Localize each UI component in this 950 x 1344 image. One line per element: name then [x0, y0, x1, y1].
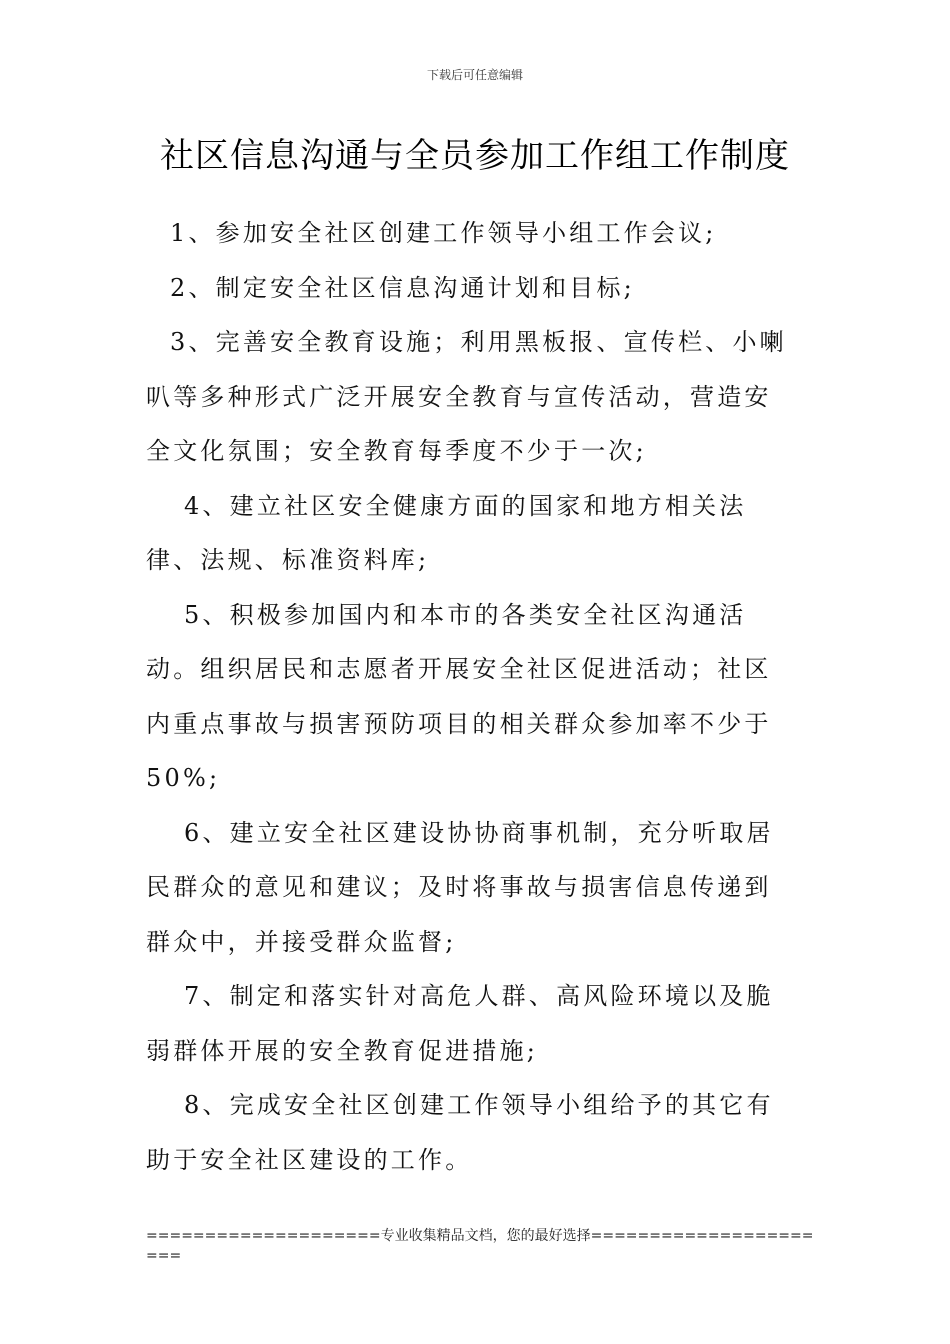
paragraph-1: 1、参加安全社区创建工作领导小组工作会议;: [170, 219, 717, 247]
paragraph-6: 6、建立安全社区建设协协商事机制，充分听取居民群众的意见和建议；及时将事故与损害信息传递到群众中，并接受群众监督;: [146, 818, 774, 956]
paragraph-5: 5、积极参加国内和本市的各类安全社区沟通活动。组织居民和志愿者开展安全社区促进活动；社区内重点事故与损害预防项目的相关群众参加率不少于50%;: [146, 600, 772, 792]
document-body: [146, 206, 796, 1187]
paragraph-2: 2、制定安全社区信息沟通计划和目标;: [170, 273, 635, 302]
paragraph-4: 4、建立社区安全健康方面的国家和地方相关法律、法规、标准资料库;: [146, 491, 747, 574]
document-title: 社区信息沟通与全员参加工作组工作制度: [160, 136, 790, 176]
paragraph-8: 8、完成安全社区创建工作领导小组给予的其它有助于安全社区建设的工作。: [146, 1091, 774, 1174]
page-footer-banner: ====================专业收集精品文档，您的最好选择======================: [146, 1228, 814, 1264]
paragraph-7: 7、制定和落实针对高危人群、高风险环境以及脆弱群体开展的安全教育促进措施;: [146, 982, 774, 1065]
paragraph-3: 3、完善安全教育设施；利用黑板报、宣传栏、小喇叭等多种形式广泛开展安全教育与宣传活动，营造安全文化氛围；安全教育每季度不少于一次;: [146, 328, 787, 465]
page-header-note: 下载后可任意编辑: [426, 68, 523, 82]
